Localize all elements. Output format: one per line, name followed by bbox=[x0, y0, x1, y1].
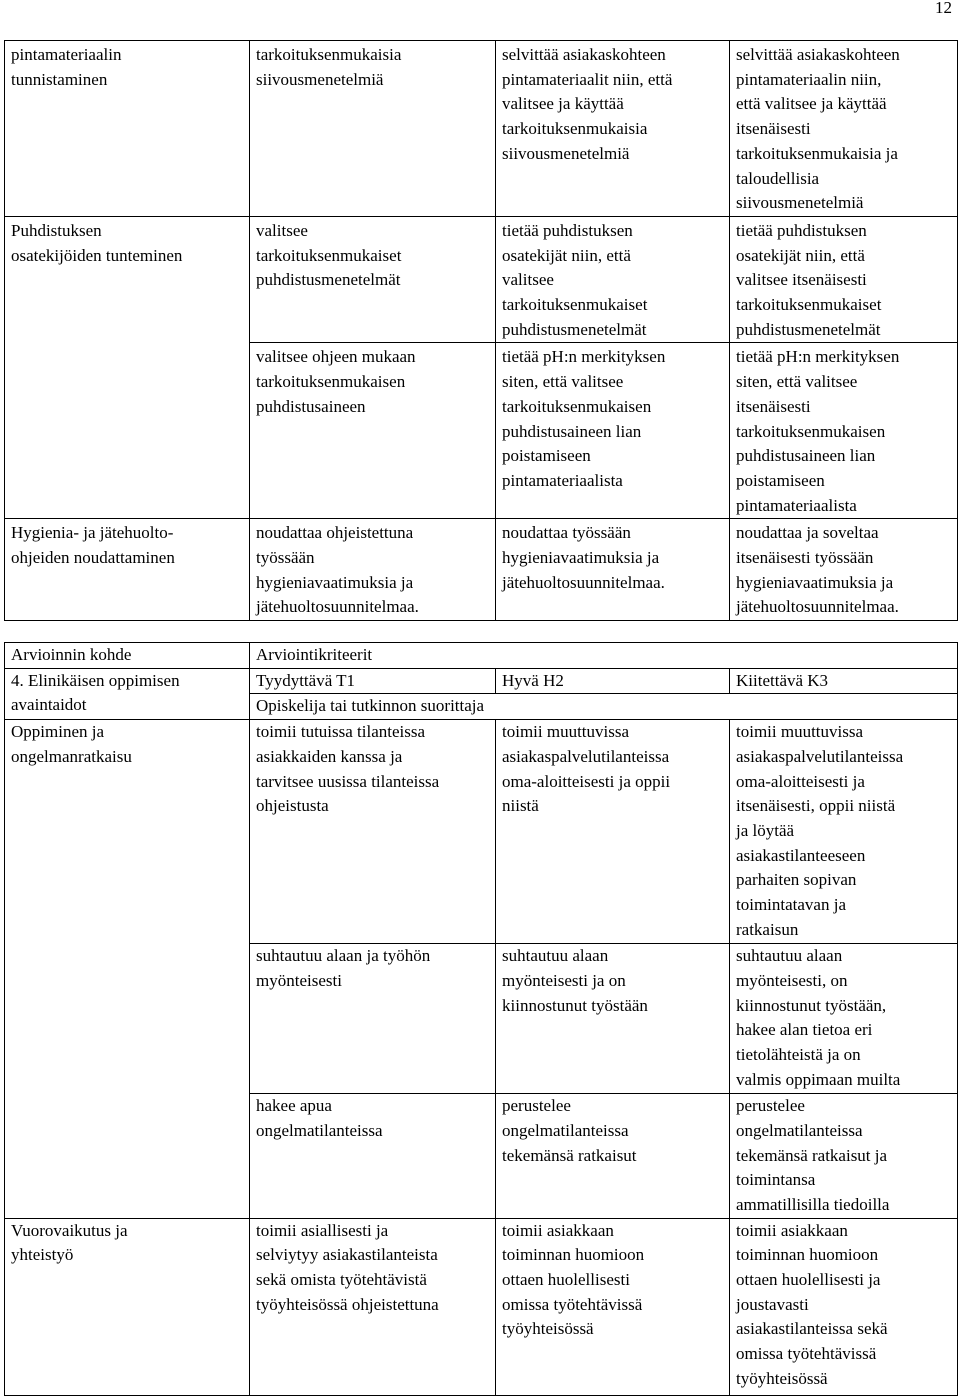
cell-line: itsenäisesti bbox=[736, 396, 811, 416]
cell-line: toiminnan huomioon bbox=[736, 1245, 879, 1265]
cell-line: asiakkaiden kanssa ja bbox=[256, 746, 403, 766]
cell-line: myönteisesti, on bbox=[736, 970, 848, 990]
cell-h2 bbox=[496, 41, 730, 217]
cell-t1 bbox=[250, 519, 496, 621]
cell-line: toimii asiallisesti ja bbox=[256, 1220, 389, 1240]
cell-line: toimii muuttuvissa bbox=[736, 722, 864, 742]
cell-k3 bbox=[730, 343, 958, 519]
cell-line: myönteisesti ja on bbox=[502, 970, 626, 990]
cell-line: hygieniavaatimuksia ja bbox=[256, 572, 414, 592]
cell-line: siten, että valitsee bbox=[502, 372, 624, 392]
cell-line: ratkaisun bbox=[736, 919, 799, 939]
cell-line: perustelee bbox=[736, 1096, 805, 1116]
cell-line: toimii muuttuvissa bbox=[502, 722, 630, 742]
grade-k3: Kiitettävä K3 bbox=[730, 668, 958, 694]
table-row bbox=[5, 519, 958, 621]
cell-line: tarkoituksenmukaisen bbox=[256, 372, 406, 392]
cell-line: että valitsee ja käyttää bbox=[736, 94, 887, 114]
cell-line: tarvitsee uusissa tilanteissa bbox=[256, 771, 440, 791]
cell-t1 bbox=[250, 720, 496, 944]
cell-line: sekä omista työtehtävistä bbox=[256, 1270, 427, 1290]
cell-line: puhdistusmenetelmät bbox=[736, 319, 881, 339]
grade-h2: Hyvä H2 bbox=[496, 668, 730, 694]
cell-line: omissa työtehtävissä bbox=[502, 1294, 643, 1314]
cell-line: noudattaa ja soveltaa bbox=[736, 523, 879, 543]
cell-line: puhdistusmenetelmät bbox=[502, 319, 647, 339]
cell-line: tarkoituksenmukaisia bbox=[502, 119, 648, 139]
cell-h2 bbox=[496, 1218, 730, 1395]
cell-k3 bbox=[730, 720, 958, 944]
cell-line: toiminnan huomioon bbox=[502, 1245, 645, 1265]
cell-line: osatekijöiden tunteminen bbox=[11, 245, 183, 265]
cell-line: kiinnostunut työstään, bbox=[736, 995, 887, 1015]
cell-line: itsenäisesti, oppii niistä bbox=[736, 796, 896, 816]
cell-line: tarkoituksenmukaisen bbox=[502, 396, 652, 416]
cell-line: noudattaa ohjeistettuna bbox=[256, 523, 414, 543]
cell-line: taloudellisia bbox=[736, 168, 820, 188]
cell-line: selvittää asiakaskohteen bbox=[736, 45, 900, 64]
cell-h2 bbox=[496, 216, 730, 343]
grade-t1: Tyydyttävä T1 bbox=[250, 668, 496, 694]
cell-line: valitsee bbox=[256, 220, 308, 240]
cell-t1 bbox=[250, 343, 496, 519]
cell-line: tietolähteistä ja on bbox=[736, 1044, 861, 1064]
cell-line: puhdistusaineen lian bbox=[736, 446, 876, 466]
cell-k3 bbox=[730, 41, 958, 217]
cell-line: pintamateriaalin niin, bbox=[736, 69, 882, 89]
cell-line: ottaen huolellisesti bbox=[502, 1270, 630, 1290]
cell-t1 bbox=[250, 216, 496, 343]
cell-line: siivousmenetelmiä bbox=[736, 193, 864, 213]
top-criteria-table bbox=[4, 40, 958, 621]
cell-line: asiakastilanteissa sekä bbox=[736, 1319, 888, 1339]
cell-line: valitsee bbox=[502, 270, 554, 290]
cell-line: hakee alan tietoa eri bbox=[736, 1020, 873, 1040]
cell-line: itsenäisesti työssään bbox=[736, 548, 874, 568]
cell-line: tarkoituksenmukaisia bbox=[256, 45, 402, 64]
cell-line: jätehuoltosuunnitelmaa. bbox=[502, 572, 665, 592]
cell-line: toimii tutuissa tilanteissa bbox=[256, 722, 426, 742]
cell-target bbox=[5, 720, 250, 1219]
cell-line: työyhteisössä ohjeistettuna bbox=[256, 1294, 439, 1314]
cell-line: tunnistaminen bbox=[11, 69, 108, 89]
cell-line: tarkoituksenmukaiset bbox=[502, 295, 648, 315]
cell-line: suhtautuu alaan ja työhön bbox=[256, 946, 431, 966]
table-row bbox=[5, 720, 958, 944]
page-number: 12 bbox=[935, 0, 952, 17]
cell-line: itsenäisesti bbox=[736, 119, 811, 139]
grade-row bbox=[5, 668, 958, 694]
cell-line: ammatillisilla tiedoilla bbox=[736, 1194, 890, 1214]
section-title: 4. Elinikäisen oppimisen avaintaidot bbox=[5, 668, 250, 719]
cell-line: niistä bbox=[502, 796, 539, 816]
cell-line: Hygienia- ja jätehuolto- bbox=[11, 523, 174, 543]
cell-line: pintamateriaalista bbox=[502, 470, 623, 490]
cell-target bbox=[5, 1218, 250, 1395]
cell-line: oma-aloitteisesti ja bbox=[736, 771, 865, 791]
table-row bbox=[5, 1218, 958, 1395]
cell-line: osatekijät niin, että bbox=[502, 245, 631, 265]
cell-h2 bbox=[496, 944, 730, 1094]
cell-line: puhdistusmenetelmät bbox=[256, 270, 401, 290]
scope-text: Opiskelija tai tutkinnon suorittaja bbox=[250, 694, 958, 720]
cell-line: joustavasti bbox=[736, 1294, 809, 1314]
cell-line: toimii asiakkaan bbox=[502, 1220, 614, 1240]
cell-line: valitsee ohjeen mukaan bbox=[256, 347, 416, 367]
cell-line: toimintatavan ja bbox=[736, 895, 846, 915]
cell-line: puhdistusaineen lian bbox=[502, 421, 642, 441]
cell-h2 bbox=[496, 519, 730, 621]
cell-line: tekemänsä ratkaisut ja bbox=[736, 1145, 888, 1165]
cell-target bbox=[5, 519, 250, 621]
cell-line: ongelmatilanteissa bbox=[502, 1120, 629, 1140]
cell-line: ja löytää bbox=[736, 820, 795, 840]
target-header: Arvioinnin kohde bbox=[5, 643, 250, 669]
cell-line: tarkoituksenmukaisia ja bbox=[736, 143, 898, 163]
cell-line: suhtautuu alaan bbox=[736, 946, 843, 966]
cell-line: tekemänsä ratkaisut bbox=[502, 1145, 637, 1165]
cell-line: perustelee bbox=[502, 1096, 571, 1116]
cell-line: hakee apua bbox=[256, 1096, 332, 1116]
cell-line: työyhteisössä bbox=[736, 1368, 828, 1388]
cell-k3 bbox=[730, 944, 958, 1094]
cell-h2 bbox=[496, 1094, 730, 1219]
cell-line: pintamateriaalin bbox=[11, 45, 122, 64]
cell-line: Puhdistuksen bbox=[11, 220, 102, 240]
key-skills-table bbox=[4, 642, 958, 1396]
cell-line: asiakaspalvelutilanteissa bbox=[502, 746, 670, 766]
cell-line: yhteistyö bbox=[11, 1245, 74, 1265]
cell-line: tietää puhdistuksen bbox=[736, 220, 867, 240]
cell-line: siivousmenetelmiä bbox=[502, 143, 630, 163]
cell-line: valitsee ja käyttää bbox=[502, 94, 624, 114]
cell-line: jätehuoltosuunnitelmaa. bbox=[256, 597, 419, 617]
cell-line: parhaiten sopivan bbox=[736, 870, 857, 890]
cell-line: Oppiminen ja bbox=[11, 722, 105, 742]
cell-line: ongelmatilanteissa bbox=[256, 1120, 383, 1140]
cell-target bbox=[5, 216, 250, 518]
cell-line: osatekijät niin, että bbox=[736, 245, 865, 265]
cell-line: noudattaa työssään bbox=[502, 523, 631, 543]
cell-line: siivousmenetelmiä bbox=[256, 69, 384, 89]
cell-line: poistamiseen bbox=[736, 470, 825, 490]
cell-line: toimii asiakkaan bbox=[736, 1220, 848, 1240]
cell-t1 bbox=[250, 944, 496, 1094]
cell-line: tietää puhdistuksen bbox=[502, 220, 633, 240]
cell-line: poistamiseen bbox=[502, 446, 591, 466]
cell-line: ottaen huolellisesti ja bbox=[736, 1270, 881, 1290]
cell-line: tietää pH:n merkityksen bbox=[502, 347, 666, 367]
cell-line: toimintansa bbox=[736, 1170, 816, 1190]
cell-line: pintamateriaalit niin, että bbox=[502, 69, 673, 89]
cell-t1 bbox=[250, 1094, 496, 1219]
cell-line: oma-aloitteisesti ja oppii bbox=[502, 771, 671, 791]
cell-k3 bbox=[730, 1094, 958, 1219]
table-row bbox=[5, 216, 958, 343]
cell-k3 bbox=[730, 216, 958, 343]
table-header-row bbox=[5, 643, 958, 669]
cell-line: valitsee itsenäisesti bbox=[736, 270, 867, 290]
cell-line: myönteisesti bbox=[256, 970, 342, 990]
cell-line: tarkoituksenmukaisen bbox=[736, 421, 886, 441]
cell-line: työssään bbox=[256, 548, 315, 568]
cell-line: ongelmatilanteissa bbox=[736, 1120, 863, 1140]
cell-line: selviytyy asiakastilanteista bbox=[256, 1245, 438, 1265]
cell-line: hygieniavaatimuksia ja bbox=[736, 572, 894, 592]
table-row bbox=[5, 41, 958, 217]
cell-line: asiakastilanteeseen bbox=[736, 845, 866, 865]
cell-k3 bbox=[730, 519, 958, 621]
cell-line: ohjeistusta bbox=[256, 796, 329, 816]
cell-h2 bbox=[496, 720, 730, 944]
cell-line: asiakaspalvelutilanteissa bbox=[736, 746, 904, 766]
cell-line: kiinnostunut työstään bbox=[502, 995, 648, 1015]
cell-line: ohjeiden noudattaminen bbox=[11, 548, 175, 568]
cell-t1 bbox=[250, 1218, 496, 1395]
cell-h2 bbox=[496, 343, 730, 519]
cell-line: ongelmanratkaisu bbox=[11, 746, 132, 766]
cell-line: jätehuoltosuunnitelmaa. bbox=[736, 597, 899, 617]
cell-line: omissa työtehtävissä bbox=[736, 1344, 877, 1364]
cell-line: siten, että valitsee bbox=[736, 372, 858, 392]
cell-line: tarkoituksenmukaiset bbox=[256, 245, 402, 265]
cell-k3 bbox=[730, 1218, 958, 1395]
cell-line: valmis oppimaan muilta bbox=[736, 1069, 901, 1089]
cell-t1 bbox=[250, 41, 496, 217]
cell-line: tietää pH:n merkityksen bbox=[736, 347, 900, 367]
cell-target bbox=[5, 41, 250, 217]
cell-line: suhtautuu alaan bbox=[502, 946, 609, 966]
cell-line: työyhteisössä bbox=[502, 1319, 594, 1339]
cell-line: tarkoituksenmukaiset bbox=[736, 295, 882, 315]
cell-line: Vuorovaikutus ja bbox=[11, 1220, 128, 1240]
cell-line: selvittää asiakaskohteen bbox=[502, 45, 666, 64]
criteria-header: Arviointikriteerit bbox=[250, 643, 958, 669]
cell-line: hygieniavaatimuksia ja bbox=[502, 548, 660, 568]
cell-line: puhdistusaineen bbox=[256, 396, 366, 416]
cell-line: pintamateriaalista bbox=[736, 495, 857, 515]
